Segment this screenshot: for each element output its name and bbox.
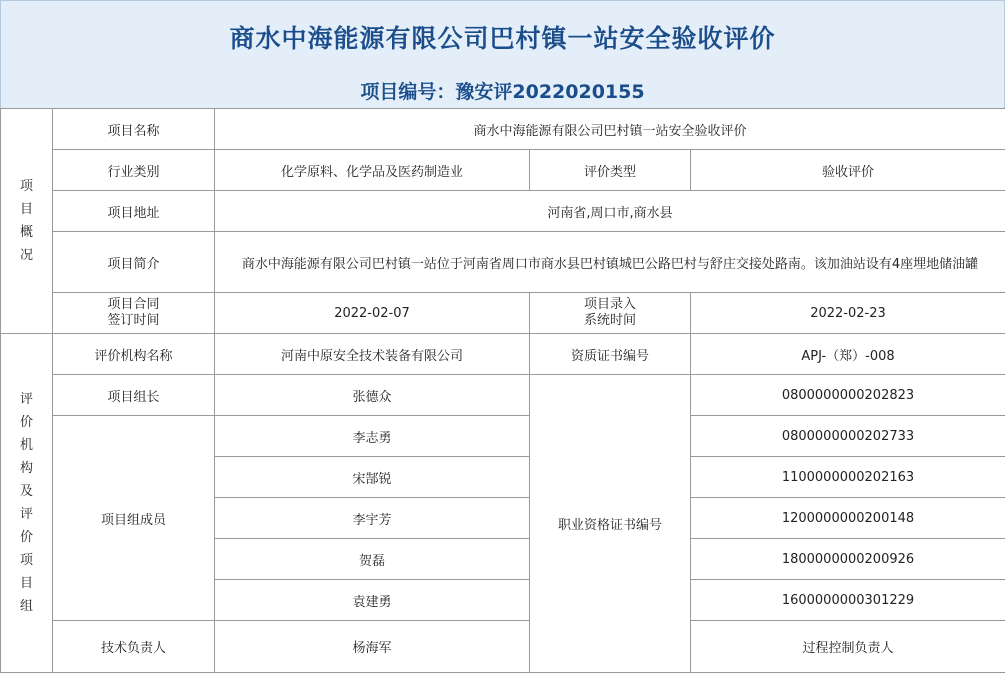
member-cert: 1100000000202163 — [691, 457, 1005, 498]
row-industry — [1, 150, 1005, 191]
contract-date-label-line: 签订时间 — [107, 313, 160, 328]
row-summary — [1, 232, 1005, 293]
member-cert: 1600000000301229 — [691, 580, 1005, 621]
member-cert: 1200000000200148 — [691, 498, 1005, 539]
eval-type-label: 评价类型 — [530, 150, 691, 191]
project-info-table — [0, 108, 1005, 673]
group-char: 价 — [19, 530, 33, 545]
contract-date-value: 2022-02-07 — [215, 293, 530, 334]
summary-value — [215, 232, 1005, 293]
tech-label: 技术负责人 — [53, 621, 215, 673]
group-char: 组 — [19, 599, 33, 614]
project-name-value: 商水中海能源有限公司巴村镇一站安全验收评价 — [215, 109, 1005, 150]
qual-cert-label: 职业资格证书编号 — [530, 375, 691, 673]
leader-label: 项目组长 — [53, 375, 215, 416]
group-char: 项 — [19, 179, 33, 194]
member-cert: 1800000000200926 — [691, 539, 1005, 580]
summary-label: 项目简介 — [53, 232, 215, 293]
contract-date-label — [53, 293, 215, 334]
project-number: 项目编号：豫安评2022020155 — [360, 81, 645, 103]
members-label: 项目组成员 — [53, 416, 215, 621]
member-name: 李志勇 — [215, 416, 530, 457]
group-team — [1, 334, 53, 673]
group-char: 及 — [19, 484, 33, 499]
project-name-label: 项目名称 — [53, 109, 215, 150]
org-label: 评价机构名称 — [53, 334, 215, 375]
entry-date-value: 2022-02-23 — [691, 293, 1005, 334]
group-char: 况 — [19, 248, 33, 263]
cert-label: 资质证书编号 — [530, 334, 691, 375]
header-banner — [0, 0, 1005, 109]
cert-value: APJ-（郑）-008 — [691, 334, 1005, 375]
group-char: 评 — [19, 507, 33, 522]
row-address — [1, 191, 1005, 232]
group-char: 项 — [19, 553, 33, 568]
address-label: 项目地址 — [53, 191, 215, 232]
row-member — [1, 416, 1005, 457]
leader-name: 张德众 — [215, 375, 530, 416]
group-overview — [1, 109, 53, 334]
group-char: 机 — [19, 438, 33, 453]
page-title: 商水中海能源有限公司巴村镇一站安全验收评价 — [229, 24, 776, 53]
member-name: 宋郜锐 — [215, 457, 530, 498]
member-name: 袁建勇 — [215, 580, 530, 621]
industry-value: 化学原料、化学品及医药制造业 — [215, 150, 530, 191]
entry-date-label-line: 项目录入 — [583, 297, 636, 312]
row-dates — [1, 293, 1005, 334]
row-tech — [1, 621, 1005, 673]
tech-value: 杨海军 — [215, 621, 530, 673]
group-char: 目 — [19, 202, 33, 217]
group-char: 目 — [19, 576, 33, 591]
row-leader — [1, 375, 1005, 416]
row-project-name — [1, 109, 1005, 150]
group-char: 评 — [19, 392, 33, 407]
entry-date-label — [530, 293, 691, 334]
summary-text: 商水中海能源有限公司巴村镇一站位于河南省周口市商水县巴村镇城巴公路巴村与舒庄交接处路南。该加油站设有4座埋地储油罐 — [241, 256, 979, 272]
group-char: 概 — [19, 225, 33, 240]
group-char: 构 — [19, 461, 33, 476]
eval-type-value: 验收评价 — [691, 150, 1005, 191]
org-value: 河南中原安全技术装备有限公司 — [215, 334, 530, 375]
member-name: 贺磊 — [215, 539, 530, 580]
entry-date-label-line: 系统时间 — [583, 313, 636, 328]
member-cert: 0800000000202733 — [691, 416, 1005, 457]
address-value: 河南省,周口市,商水县 — [215, 191, 1005, 232]
leader-cert: 0800000000202823 — [691, 375, 1005, 416]
industry-label: 行业类别 — [53, 150, 215, 191]
member-name: 李宇芳 — [215, 498, 530, 539]
process-label: 过程控制负责人 — [691, 621, 1005, 673]
group-char: 价 — [19, 415, 33, 430]
row-org — [1, 334, 1005, 375]
contract-date-label-line: 项目合同 — [107, 297, 160, 312]
